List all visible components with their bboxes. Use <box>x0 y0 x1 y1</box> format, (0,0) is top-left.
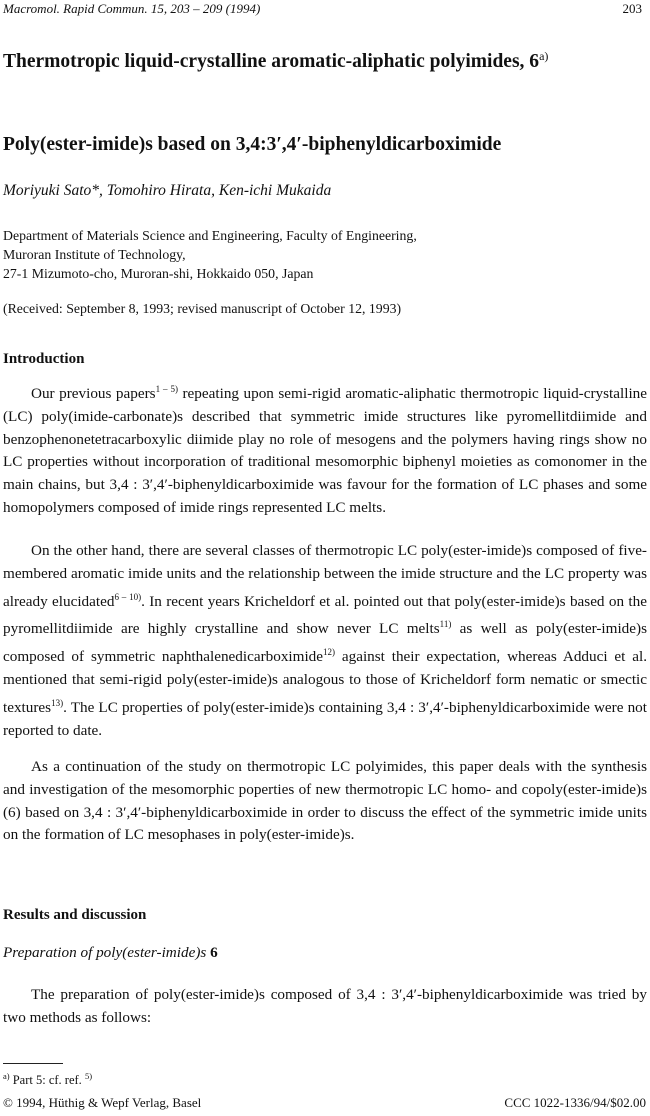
paragraph <box>3 378 647 520</box>
paragraph-text: as well as poly(ester-imide)s composed of symmetric naphthalenedicarboximide <box>3 620 647 666</box>
page-number: 203 <box>622 1 642 16</box>
reference-marker: 11) <box>439 619 452 630</box>
ccc-code: CCC 1022-1336/94/$02.00 <box>504 1095 646 1110</box>
paragraph-text: against their expectation, whereas Adduci et al. mentioned that semi-rigid poly(ester-imide)s analogous to those of Kricheldorf form nematic or smectic textures <box>3 648 647 716</box>
footnote-marker: a) <box>3 1071 10 1081</box>
footnote-divider <box>3 1063 63 1064</box>
paragraph-text: . The LC properties of poly(ester-imide)s containing 3,4 : 3′,4′-biphenyldicarboximide were not reported to date. <box>3 698 647 739</box>
author-list: Moriyuki Sato*, Tomohiro Hirata, Ken-ichi Mukaida <box>3 182 332 199</box>
footnote <box>3 1071 92 1088</box>
article-subtitle: Poly(ester-imide)s based on 3,4:3′,4′-biphenyldicarboximide <box>3 134 502 155</box>
section-heading-results: Results and discussion <box>3 907 147 923</box>
received-dates: (Received: September 8, 1993; revised manuscript of October 12, 1993) <box>3 301 402 316</box>
footnote-text: Part 5: cf. ref. <box>9 1073 82 1087</box>
running-header <box>0 0 650 20</box>
paragraph-text: . In recent years Kricheldorf et al. pointed out that poly(ester-imide)s based on the pyromellitdiimide are highly crystalline and show never LC melts <box>3 592 647 638</box>
paragraph-text: On the other hand, there are several classes of thermotropic LC poly(ester-imide)s composed of five-membered aromatic imide units and the relationship between the imide structure and the LC property was already elucidated <box>3 542 647 610</box>
reference-marker: 6 – 10) <box>114 591 142 602</box>
paragraph-text: Our previous papers <box>31 385 156 402</box>
subsection-heading-text: Preparation of poly(ester-imide)s <box>3 944 207 961</box>
compound-number: 6 <box>210 944 218 961</box>
article-title <box>3 44 643 74</box>
reference-marker: 12) <box>323 647 336 658</box>
section-heading-introduction: Introduction <box>3 351 85 367</box>
affiliation-line: Department of Materials Science and Engineering, Faculty of Engineering, <box>3 228 417 243</box>
affiliation <box>3 226 417 283</box>
title-footnote-marker: a) <box>539 49 549 63</box>
paragraph <box>3 984 647 1030</box>
copyright-notice: © 1994, Hüthig & Wepf Verlag, Basel <box>3 1095 202 1110</box>
reference-marker: 13) <box>51 697 64 708</box>
subsection-heading <box>3 944 218 962</box>
paragraph <box>3 756 647 847</box>
reference-marker: 5) <box>84 1071 93 1081</box>
paragraph <box>3 540 647 742</box>
title-text: Thermotropic liquid-crystalline aromatic-aliphatic polyimides, 6 <box>3 51 540 72</box>
reference-marker: 1 – 5) <box>155 384 178 394</box>
paragraph-text: As a continuation of the study on thermotropic LC polyimides, this paper deals with the synthesis and investigation of the mesomorphic poperties of new thermotropic LC homo- and copoly(ester-imide)s (6) based on 3,4 : 3′,4′-biphenyldicarboximide in order to discuss the effect of the symmetric imide units on the formation of LC mesophases in poly(ester-imide)s. <box>3 758 647 844</box>
page-footer <box>0 1095 650 1115</box>
paragraph-text: repeating upon semi-rigid aromatic-aliphatic thermotropic liquid-crystalline (LC) poly(imide-carbonate)s described that symmetric imide structures like pyromellitdiimide and benzophenonetetracarboxylic diimide play no role of mesogens and the polymers having rings show no LC properties without incorporation of traditional mesomorphic biphenyl moieties as comonomer in the main chains, but 3,4 : 3′,4′-biphenyldicarboximide was favour for the formation of LC phases and some homopolymers composed of imide rings represented LC melts. <box>3 385 648 516</box>
journal-citation: Macromol. Rapid Commun. 15, 203 – 209 (1994) <box>3 1 261 16</box>
affiliation-line: Muroran Institute of Technology, <box>3 247 186 262</box>
paragraph-text: The preparation of poly(ester-imide)s composed of 3,4 : 3′,4′-biphenyldicarboximide was tried by two methods as follows: <box>3 986 647 1026</box>
affiliation-line: 27-1 Mizumoto-cho, Muroran-shi, Hokkaido 050, Japan <box>3 266 314 281</box>
